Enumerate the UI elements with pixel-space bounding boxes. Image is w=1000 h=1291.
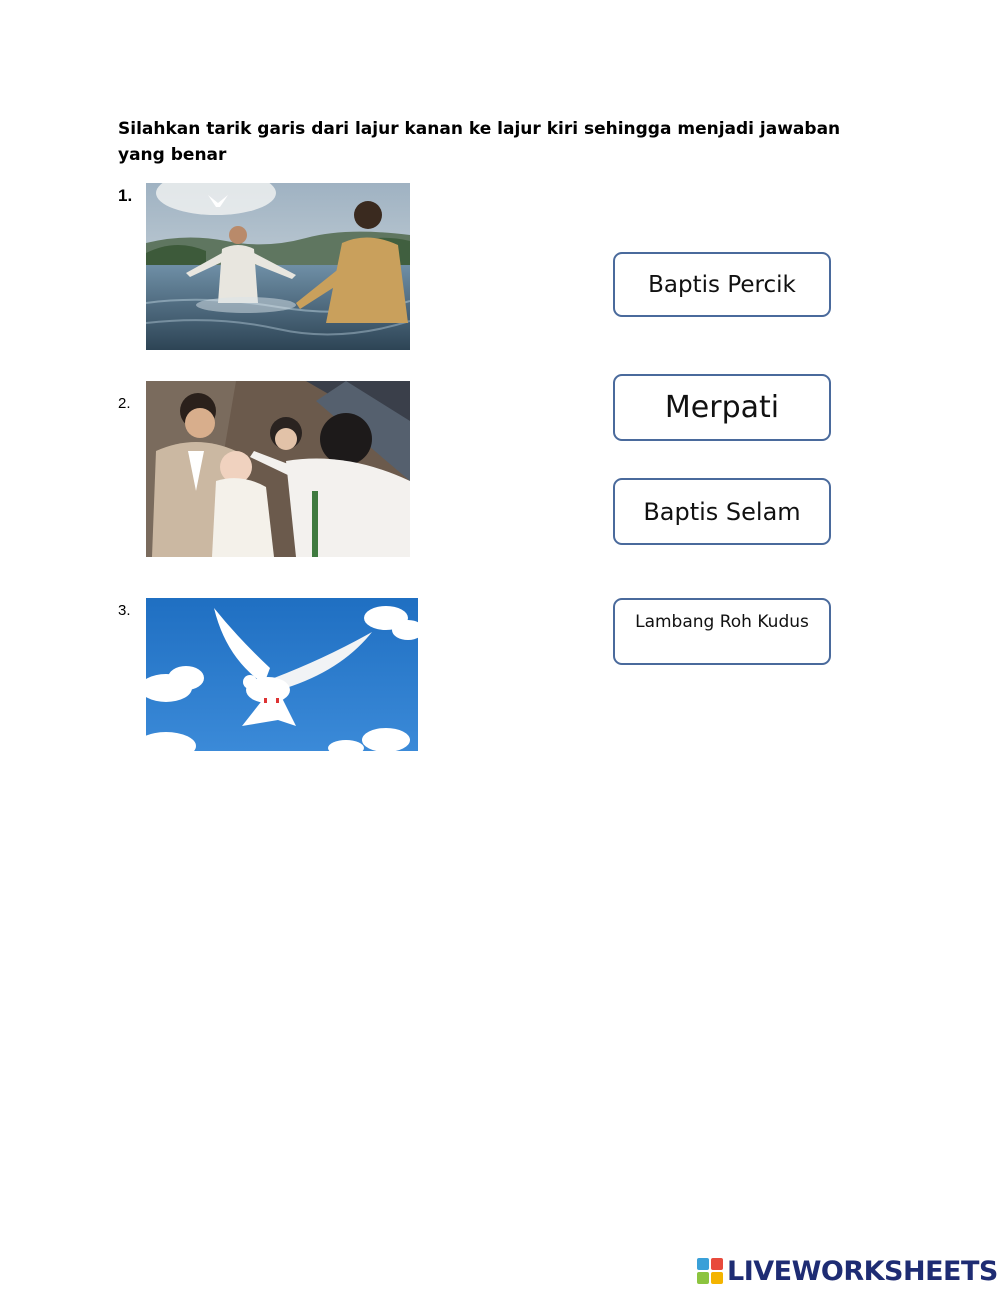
logo-text: LIVEWORKSHEETS: [727, 1255, 998, 1287]
logo-block-red: [711, 1258, 723, 1270]
baptism-in-river-photo: [146, 183, 410, 350]
question-number-2: 2.: [118, 395, 131, 412]
infant-baptism-photo: [146, 381, 410, 557]
question-number-3: 3.: [118, 602, 131, 619]
answer-baptis-percik[interactable]: Baptis Percik: [613, 252, 831, 317]
white-dove-photo: [146, 598, 418, 751]
answer-lambang-roh-kudus[interactable]: Lambang Roh Kudus: [613, 598, 831, 665]
liveworksheets-logo: [697, 1254, 998, 1288]
instruction-text: Silahkan tarik garis dari lajur kanan ke lajur kiri sehingga menjadi jawaban yang benar: [118, 119, 841, 165]
liveworksheets-logo-icon: [697, 1258, 723, 1284]
question-number-1: 1.: [118, 186, 133, 205]
logo-block-green: [697, 1272, 709, 1284]
answer-merpati[interactable]: Merpati: [613, 374, 831, 441]
answer-baptis-selam[interactable]: Baptis Selam: [613, 478, 831, 545]
logo-block-blue: [697, 1258, 709, 1270]
logo-block-yellow: [711, 1272, 723, 1284]
